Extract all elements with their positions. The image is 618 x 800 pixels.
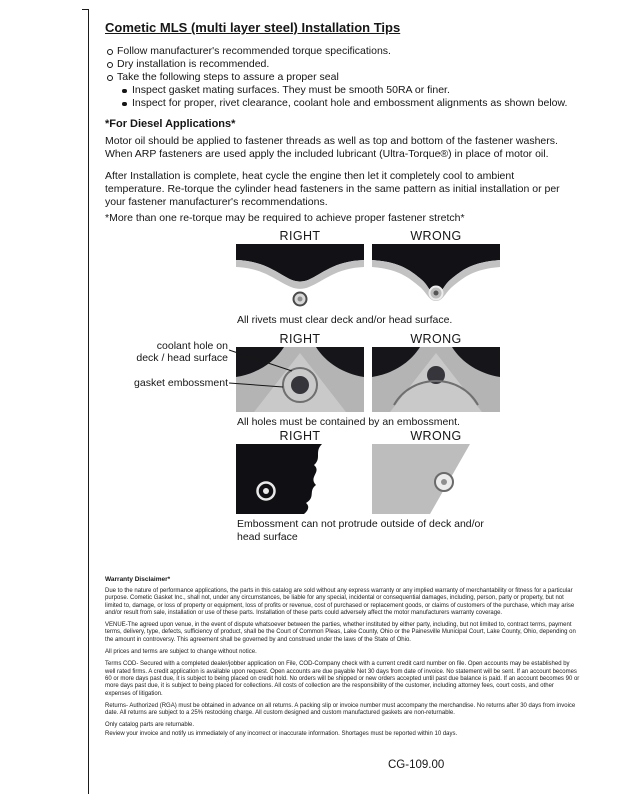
warranty-paragraph: All prices and terms are subject to change without notice. <box>105 649 257 656</box>
diagram-caption-holes: All holes must be contained by an embossment. <box>237 416 460 428</box>
embossment-inside-illustration <box>236 444 364 514</box>
warranty-paragraph: VENUE-The agreed upon venue, in the event of dispute whatsoever between the parties, whether instituted by either party, including, but not limited to, contract terms, payment terms, delivery, type, defects, sufficiency of product, shall be the Court of Common Pleas, Lake County, Ohio or the Painesville Municipal Court, Lake County, Ohio, depending on the amount in controversy. This agreement shall be governed by and construed under the laws of the State of Ohio. <box>105 622 576 643</box>
warranty-paragraph: Due to the nature of performance applications, the parts in this catalog are sold without any express warranty or any implied warranty of merchantability or fitness for a particular purpose. Cometic Gasket Inc., shall not, under any circumstances, be liable for any special, incidental or consequential damages, including, person, party or property, but not limited to, damage, or loss of property or equipment, loss of profits or revenue, cost of purchased or replacement goods, or claims of customers of the purchase, which may arise and/or result from sale, installation or use of these parts. Installation of these parts could adversely affect the motor manufacturers warranty coverage. <box>105 588 575 616</box>
tips-sub-bullet: Inspect for proper, rivet clearance, coolant hole and embossment alignments as shown below. <box>121 97 596 110</box>
tips-bullet: Take the following steps to assure a proper seal <box>106 71 596 84</box>
embossment-protruding-illustration <box>372 444 500 514</box>
tips-bullet: Dry installation is recommended. <box>106 58 596 71</box>
warranty-heading: Warranty Disclaimer* <box>105 576 171 583</box>
left-margin-rule-tick <box>82 9 89 10</box>
diagram-embossment-wrong <box>372 444 500 514</box>
rivet-overlap-illustration <box>372 244 500 312</box>
diagram-holes-wrong <box>372 347 500 412</box>
coolant-hole-label-line2: deck / head surface <box>136 352 228 364</box>
diagram-caption-rivets: All rivets must clear deck and/or head surface. <box>237 314 453 326</box>
warranty-section <box>105 576 581 743</box>
gasket-embossment-label: gasket embossment <box>134 377 228 389</box>
rivet-clear-illustration <box>236 244 364 312</box>
right-label-row1: RIGHT <box>279 229 321 243</box>
diagram-rivets-right <box>236 244 364 312</box>
diesel-paragraph-1: Motor oil should be applied to fastener threads as well as top and bottom of the fastener washers. When ARP fasteners are used apply the included lubricant (Ultra-Torque®) in place of motor oil. <box>105 135 558 160</box>
tips-bullet: Follow manufacturer's recommended torque specifications. <box>106 45 596 58</box>
hole-not-contained-illustration <box>372 347 500 412</box>
diagram-rivets-wrong <box>372 244 500 312</box>
tips-sub-bullet: Inspect gasket mating surfaces. They must be smooth 50RA or finer. <box>121 84 596 97</box>
diagram-embossment-right <box>236 444 364 514</box>
warranty-paragraph: Returns- Authorized (RGA) must be obtained in advance on all returns. A packing slip or invoice number must accompany the merchandise. No returns after 30 days from invoice date. All returns are subject to a 25% restocking charge. All custom designed and custom manufactured gaskets are non-returnable. <box>105 702 576 717</box>
warranty-paragraph: Review your invoice and notify us immediately of any incorrect or inaccurate information. Shortages must be reported within 10 days. <box>105 730 458 737</box>
warranty-paragraph: Terms COD- Secured with a completed dealer/jobber application on File, COD-Company check with a current credit card number on file. Open accounts may be established by well rated firms. A credit application is available upon request. Open accounts are due payable Net 30 days from date of invoice. No statement will be sent. If an account becomes 60 or more days past due, it is subject to being placed on credit hold. No orders will be shipped or new orders accepted until past due balance is paid. If an account becomes 90 or more days past due, it is subject to being placed for collections. All costs of collection are the responsibility of the customer, including attorney fees, court costs, and other expenses of litigation. <box>105 661 580 697</box>
diesel-paragraph-2: After Installation is complete, heat cycle the engine then let it completely cool to ambient temperature. Re-torque the cylinder head fasteners in the same pattern as initial installation or per your fastener manufacturer's recommendations. <box>105 170 560 208</box>
tips-list <box>106 45 596 110</box>
page-code: CG-109.00 <box>388 759 445 771</box>
diagram-caption-embossment: Embossment can not protrude outside of deck and/or head surface <box>237 518 484 543</box>
wrong-label-row2: WRONG <box>410 332 462 346</box>
leader-lines <box>227 345 297 391</box>
page-title: Cometic MLS (multi layer steel) Installation Tips <box>105 20 401 35</box>
wrong-label-row3: WRONG <box>410 429 462 443</box>
wrong-label-row1: WRONG <box>410 229 462 243</box>
coolant-hole-label-line1: coolant hole on <box>156 340 228 352</box>
right-label-row3: RIGHT <box>279 429 321 443</box>
right-label-row2: RIGHT <box>279 332 321 346</box>
diesel-applications-heading: *For Diesel Applications* <box>105 118 236 130</box>
retorque-note: *More than one re-torque may be required to achieve proper fastener stretch* <box>105 212 465 224</box>
warranty-paragraph: Only catalog parts are returnable. <box>105 722 195 729</box>
coolant-hole-label <box>110 340 228 364</box>
left-margin-rule <box>88 9 89 794</box>
